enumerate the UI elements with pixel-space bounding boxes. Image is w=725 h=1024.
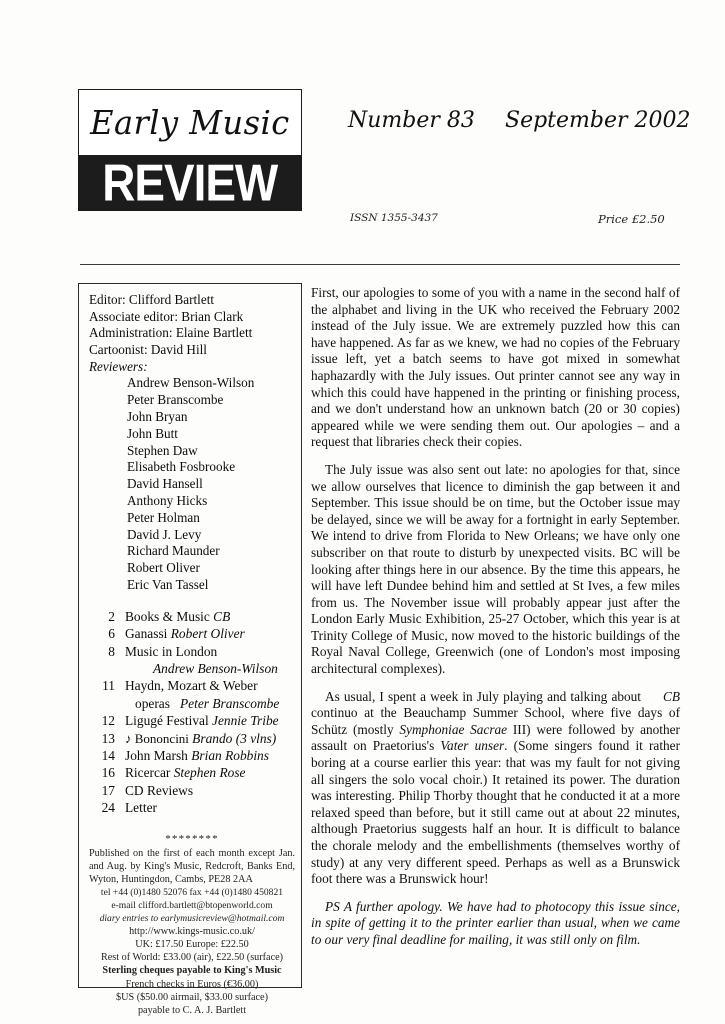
reviewer-item: David Hansell — [127, 476, 203, 492]
toc-page-number: 12 — [101, 713, 115, 729]
editorial-postscript: PS A further apology. We have had to photocopy this issue since, in spite of getting it to the printer earlier than usual, when we came to our very final deadline for mailing, it was still only on film. — [311, 898, 680, 947]
editorial-paragraph-1: First, our apologies to some of you with a name in the second half of the alphabet and living in the UK who received the February 2002 instead of the July issue. We are extremely puzzled how this can have happened. As far as we knew, we had no copies of the February issue left, yet a batch seems to have got mixed in somewhat haphazardly with the July issues. Out printer cannot see any way in which this could have happened in the printing or finishing process, and we don't understand how an unknown batch (20 or 30 copies) appeared while we were sending them out. Our apologies – and a request that libraries check their copies. — [311, 285, 680, 450]
staff-editor: Editor: Clifford Bartlett — [89, 292, 215, 307]
payment-euros: French checks in Euros (€36.00) — [125, 978, 259, 990]
reviewer-item: Robert Oliver — [127, 560, 200, 576]
publisher-website[interactable]: http://www.kings-music.co.uk/ — [129, 926, 255, 938]
toc-entry-title: John Marsh Brian Robbins — [125, 747, 269, 763]
toc-page-number: 6 — [108, 626, 115, 642]
editorial-paragraph-2: The July issue was also sent out late: no apologies for that, since we allow ourselves that licence to diminish the gap between it and September. This issue should be on time, but the October issue may be delayed, since we will be away for a fortnight in early September. We intend to drive from Florida to New Orleans; we have only one subscriber on that route to disturb by unexpected visits. BC will be looking after things here in our absence. By the time this appears, he will have left Dundee behind him and settled at St Ives, a few miles from us. The November issue will probably appear just after the London Early Music Exhibition, 25-27 October, which this year is at Trinity College of Music, now moved to the historic buildings of the Royal Naval College, Greenwich (one of London's most imposing architectural complexes). — [311, 461, 680, 677]
toc-page-number: 17 — [101, 782, 115, 798]
publisher-phone: tel +44 (0)1480 52076 fax +44 (0)1480 450821 — [100, 886, 284, 898]
staff-administration: Administration: Elaine Bartlett — [89, 325, 253, 341]
toc-entry[interactable] — [89, 677, 295, 694]
reviewer-item: Andrew Benson-Wilson — [127, 375, 255, 391]
masthead-logo — [78, 89, 302, 211]
toc-entry-title: Ganassi Robert Oliver — [125, 626, 245, 642]
toc-entry-title: Books & Music CB — [125, 608, 231, 624]
toc-page-number: 24 — [101, 800, 115, 816]
reviewer-item: David J. Levy — [127, 526, 202, 542]
reviewer-item: John Butt — [127, 425, 178, 441]
toc-entry[interactable] — [89, 608, 295, 625]
staff-list — [89, 292, 295, 358]
toc-page-number: 2 — [108, 608, 115, 624]
publisher-email[interactable]: e-mail clifford.bartlett@btopenworld.com — [111, 899, 273, 911]
payment-sterling: Sterling cheques payable to King's Music — [102, 965, 282, 977]
toc-entry[interactable] — [89, 782, 295, 799]
subscription-rate-world: Rest of World: £33.00 (air), £22.50 (surface) — [100, 952, 284, 964]
reviewer-item: Peter Holman — [127, 509, 200, 525]
publisher-diary-email[interactable]: diary entries to earlymusicreview@hotmail.com — [99, 913, 285, 925]
toc-page-number: 14 — [101, 747, 115, 763]
toc-entry[interactable] — [89, 712, 295, 729]
staff-associate-editor: Associate editor: Brian Clark — [89, 308, 244, 324]
editorial-paragraph-3: CB As usual, I spent a week in July playing and talking about continuo at the Beauchamp Summer School, where five days of Schütz (mostly Symphoniae Sacrae III) were followed by another assault on Praetorius's Vater unser. (Some singers found it rather boring at a course earlier this year: that was my fault for not giving all singers the solo vocal choir.) It retained its power. The duration was interesting. Philip Thorby thought that he conducted it at a more relaxed speed than before, but it still came out at about 22 minutes, although Praetorius suggests half an hour. It is difficult to balance the chorale melody and the embellishments (themselves worthy of study) at any very different speed. Perhaps as well as a Brunswick foot there was a Brunswick hour! — [311, 688, 680, 887]
toc-entry[interactable] — [89, 625, 295, 642]
toc-entry-title: Letter — [125, 800, 157, 816]
masthead-title-band — [79, 90, 301, 155]
section-divider-asterisks: ******** — [165, 832, 219, 845]
toc-entry-title: Haydn, Mozart & Weber — [125, 678, 258, 694]
reviewer-item: Stephen Daw — [127, 442, 198, 458]
reviewer-item: Elisabeth Fosbrooke — [127, 459, 236, 475]
editorial-signature: CB — [663, 688, 680, 704]
issue-number: Number 83 — [348, 108, 475, 133]
toc-entry[interactable] — [89, 643, 295, 660]
toc-page-number: 16 — [101, 765, 115, 781]
toc-entry-title: Music in London — [125, 643, 218, 659]
toc-entry-author: Andrew Benson-Wilson — [153, 660, 278, 676]
table-of-contents — [89, 608, 295, 817]
toc-page-number: 11 — [102, 678, 115, 694]
masthead-info-panel — [78, 283, 302, 1016]
masthead-subtitle-band — [79, 155, 301, 210]
header-divider-rule — [80, 264, 680, 265]
toc-entry[interactable] — [89, 799, 295, 816]
editorial-column — [311, 285, 680, 960]
reviewers-heading: Reviewers: — [89, 359, 148, 375]
reviewer-item: John Bryan — [127, 408, 188, 424]
toc-entry[interactable] — [89, 764, 295, 781]
toc-entry-subtitle: operas Peter Branscombe — [135, 695, 280, 711]
publisher-address: Published on the first of each month except Jan. and Aug. by King's Music, Redcroft, Banks End, Wyton, Huntingdon, Cambs, PE28 2AA — [89, 847, 295, 885]
publication-details — [89, 847, 295, 1017]
reviewers-list — [89, 375, 295, 593]
toc-entry[interactable] — [89, 730, 295, 747]
toc-entry-title: CD Reviews — [125, 782, 194, 798]
reviewer-item: Richard Maunder — [127, 543, 220, 559]
issue-date: September 2002 — [505, 108, 691, 133]
toc-page-number: 13 — [101, 730, 115, 746]
toc-entry[interactable] — [89, 747, 295, 764]
toc-page-number: 8 — [108, 643, 115, 659]
payment-payee: payable to C. A. J. Bartlett — [137, 1004, 247, 1016]
toc-entry-title: Ricercar Stephen Rose — [125, 765, 246, 781]
toc-entry-title: ♪ Bononcini Brando (3 vlns) — [125, 730, 277, 746]
publication-subtitle: REVIEW — [102, 155, 278, 210]
payment-usd: $US ($50.00 airmail, $33.00 surface) — [116, 991, 268, 1003]
music-note-icon: ♪ Bononcini — [125, 730, 193, 746]
reviewer-item: Anthony Hicks — [127, 492, 208, 508]
issn-code: ISSN 1355-3437 — [350, 212, 438, 224]
reviewer-item: Peter Branscombe — [127, 392, 224, 408]
subscription-rate-uk: UK: £17.50 Europe: £22.50 — [135, 939, 249, 951]
cover-price: Price £2.50 — [598, 212, 665, 226]
reviewer-item: Eric Van Tassel — [127, 576, 209, 592]
toc-entry-title: Ligugé Festival Jennie Tribe — [125, 713, 279, 729]
staff-cartoonist: Cartoonist: David Hill — [89, 341, 207, 357]
publication-title: Early Music — [90, 103, 290, 142]
